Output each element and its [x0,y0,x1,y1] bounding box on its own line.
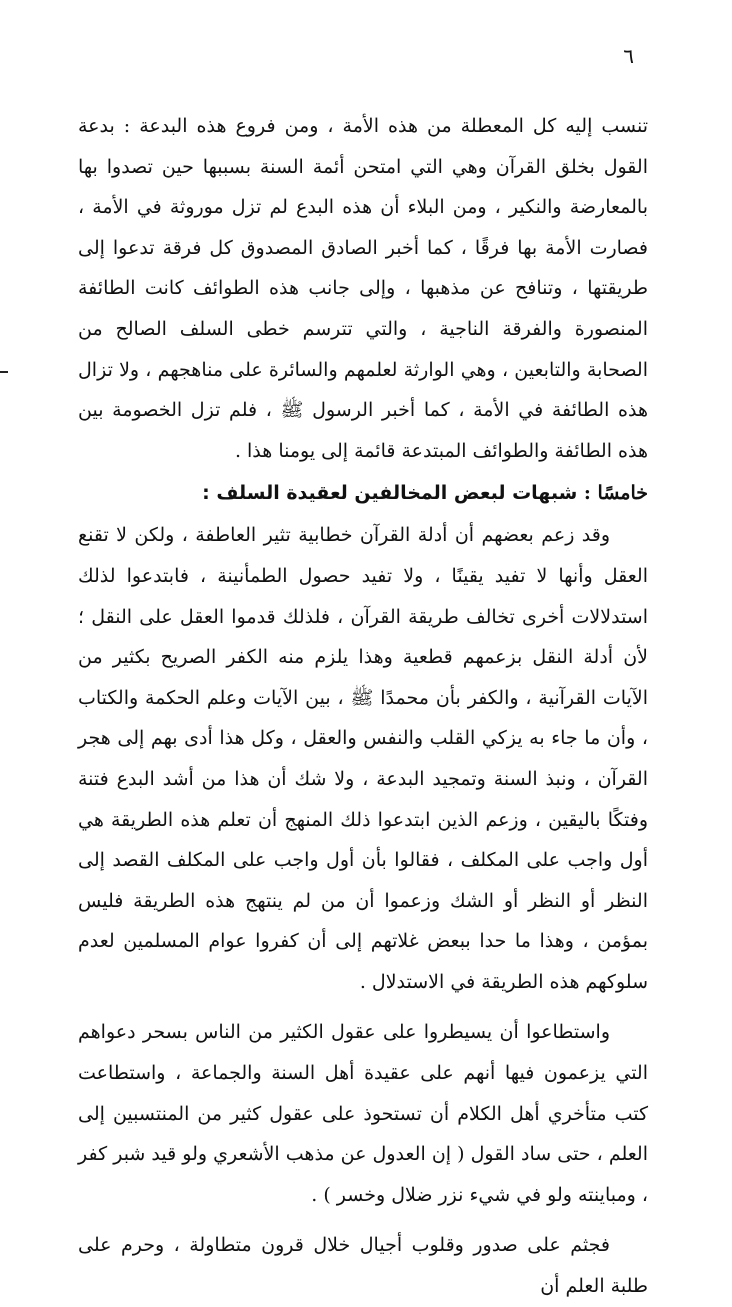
paragraph-claims: وقد زعم بعضهم أن أدلة القرآن خطابية تثير العاطفة ، ولكن لا تقنع العقل وأنها لا تفيد يقينًا ، ولا تفيد حصول الطمأنينة ، فابتدعوا لذلك استدلالات أخرى تخالف طريقة القرآن ، فلذلك قدموا العقل على النقل ؛ لأن أدلة النقل بزعمهم قطعية وهذا يلزم منه الكفر الصريح بكثير من الآيات القرآنية ، والكفر بأن محمدًا ﷺ ، بين الآيات وعلم الحكمة والكتاب ، وأن ما جاء به يزكي القلب والنفس والعقل ، وكل هذا أدى بهم إلى هجر القرآن ، ونبذ السنة وتمجيد البدعة ، ولا شك أن هذا من أشد البدع فتنة وفتكًا باليقين ، وزعم الذين ابتدعوا ذلك المنهج أن تعلم هذه الطريقة هي أول واجب على المكلف ، فقالوا بأن أول واجب على المكلف القصد إلى النظر أو النظر أو الشك وزعموا أن من لم ينتهج هذه الطريقة فليس بمؤمن ، وهذا ما حدا ببعض غلاتهم إلى أن كفروا عوام المسلمين لعدم سلوكهم هذه الطريقة في الاستدلال . [78,524,648,993]
paragraph-final: فجثم على صدور وقلوب أجيال خلال قرون متطاولة ، وحرم على طلبة العلم أن [78,1234,648,1298]
page-number: ٦ [623,44,634,68]
page-body [78,106,648,1307]
paragraph-influence: واستطاعوا أن يسيطروا على عقول الكثير من الناس بسحر دعواهم التي يزعمون فيها أنهم على عقيدة أهل السنة والجماعة ، واستطاعت كتب متأخري أهل الكلام أن تستحوذ على عقول كثير من المنتسبين إلى العلم ، حتى ساد القول ( إن العدول عن مذهب الأشعري ولو قيد شبر كفر ، ومباينته ولو في شيء نزر ضلال وخسر ) . [78,1021,648,1206]
margin-mark [0,371,8,373]
section-title: شبهات لبعض المخالفين لعقيدة السلف : [202,482,578,505]
paragraph-continuation: تنسب إليه كل المعطلة من هذه الأمة ، ومن فروع هذه البدعة : بدعة القول بخلق القرآن وهي التي امتحن أئمة السنة بسببها حين تصدوا بها بالمعارضة والنكير ، ومن البلاء أن هذه البدع لم تزل موروثة في الأمة ، فصارت الأمة بها فرقًا ، كما أخبر الصادق المصدوق كل فرقة تدعوا إلى طريقتها ، وتنافح عن مذهبها ، وإلى جانب هذه الطوائف كانت الطائفة المنصورة والفرقة الناجية ، والتي تترسم خطى السلف الصالح من الصحابة والتابعين ، وهي الوارثة لعلمهم والسائرة على مناهجهم ، ولا تزال هذه الطائفة في الأمة ، كما أخبر الرسول ﷺ ، فلم تزل الخصومة بين هذه الطائفة والطوائف المبتدعة قائمة إلى يومنا هذا . [78,115,648,462]
section-number: خامسًا : [583,482,648,505]
section-heading [78,471,648,515]
